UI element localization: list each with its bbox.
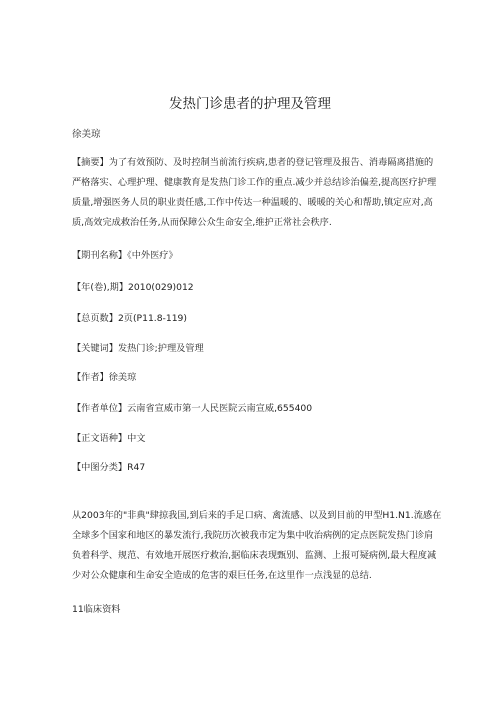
body-paragraph: 从2003年的"非典"肆掠我国,到后来的手足口病、禽流感、以及到目前的甲型H1.N1.流感在全球多个国家和地区的暴发流行,我院历次被我市定为集中收治病例的定点医院发热门诊肩负着科学、规范、有效地开展医疗救治,据临床表现甄别、监测、上报可疑病例,最大程度减少对公众健康和生命安全造成的危害的艰巨任务,在这里作一点浅显的总结. [72, 510, 442, 581]
meta-value: 2页(P11.8-119) [117, 313, 187, 324]
meta-label: 【正文语种】 [72, 433, 128, 444]
meta-label: 【期刊名称】 [72, 250, 128, 261]
meta-volume-issue [72, 279, 194, 293]
meta-label: 【关键词】 [72, 343, 118, 354]
meta-value: R47 [127, 462, 146, 473]
meta-author-affiliation [72, 400, 312, 414]
section-heading: 11临床资料 [72, 604, 121, 615]
meta-author [72, 369, 136, 383]
meta-keywords [72, 340, 204, 354]
meta-value: 云南省宣威市第一人民医院云南宣威,655400 [127, 403, 313, 414]
author-line: 徐美琼 [72, 129, 101, 140]
meta-value: 发热门诊;护理及管理 [117, 343, 204, 354]
meta-value: 《中外医疗》 [127, 250, 178, 261]
document-title: 发热门诊患者的护理及管理 [169, 96, 331, 112]
meta-label: 【作者】 [72, 372, 109, 383]
abstract-block [72, 153, 442, 233]
meta-value: 徐美琼 [108, 372, 137, 383]
meta-page-count [72, 310, 187, 324]
meta-journal [72, 247, 178, 261]
meta-label: 【作者单位】 [72, 403, 128, 414]
abstract-label: 【摘要】 [72, 157, 109, 168]
meta-language [72, 430, 146, 444]
abstract-text: 为了有效预防、及时控制当前流行疾病,患者的登记管理及报告、消毒隔离措施的严格落实、心理护理、健康教育是发热门诊工作的重点.减少并总结诊治偏差,提高医疗护理质量,增强医务人员的职业责任感,工作中传达一种温暖的、暖暖的关心和帮助,镇定应对,高质,高效完成救治任务,从而保障公众生命安全,维护正常社会秩序. [72, 157, 437, 228]
meta-label: 【年(卷),期】 [72, 282, 129, 293]
meta-value: 2010(029)012 [128, 282, 194, 293]
meta-label: 【总页数】 [72, 313, 118, 324]
meta-value: 中文 [127, 433, 146, 444]
meta-classification [72, 459, 145, 473]
meta-label: 【中图分类】 [72, 462, 128, 473]
